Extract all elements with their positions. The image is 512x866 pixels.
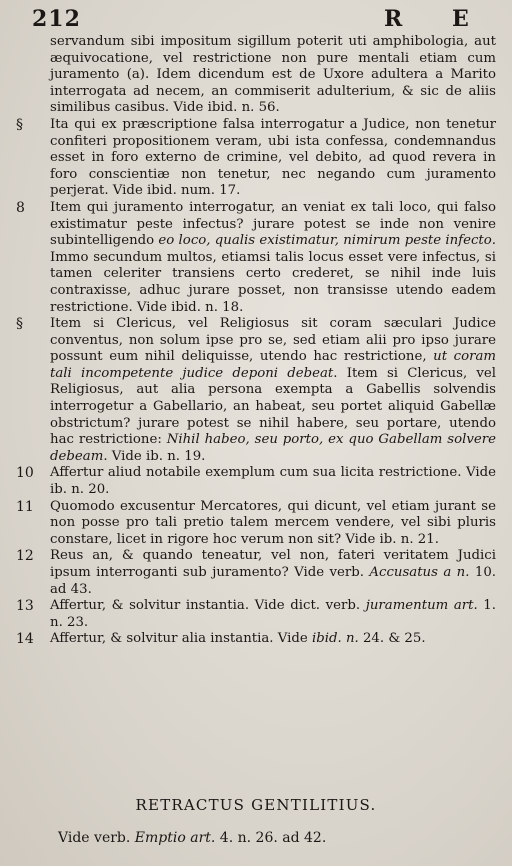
paragraph-text: Ita qui ex præscriptione falsa interrogatur a Judice, non tenetur confiteri propositionem veram, ubi ista confessa, condemnandus esset in foro externo de crimine, vel debito, ad quod revera in foro conscientiæ non tenetur, nec negando cum juramento perjerat. Vide ibid. num. 17.	[50, 116, 496, 199]
paragraph-text: Affertur, & solvitur alia instantia. Vide	[50, 631, 312, 647]
paragraph-text: . Vide ib. n. 19.	[103, 448, 206, 464]
paragraph-text: Item qui juramento interrogatur, an veniat ex tali loco, qui falso existimatur peste infectus? jurare potest se inde non venire subintelligendo	[50, 199, 496, 249]
paragraph-marker: §	[16, 116, 23, 133]
italic-text: juramentum art.	[365, 598, 478, 614]
footer-reference	[58, 830, 326, 846]
section-heading: RETRACTUS GENTILITIUS.	[135, 796, 377, 814]
continuation-paragraph: servandum sibi impositum sigillum poterit uti amphibologia, aut æquivocatione, vel restrictione non pure mentali etiam cum juramento (a). Idem dicendum est de Uxore adultera a Marito interrogata ad necem, an commiserit adulterium, & sic de aliis similibus casibus. Vide ibid. n. 56.	[50, 34, 496, 116]
paragraph-marker: 11	[16, 498, 34, 515]
paragraph-marker: 12	[16, 548, 34, 565]
paragraph-5	[16, 498, 496, 549]
italic-text: ibid. n.	[311, 631, 359, 647]
running-head-right: E	[452, 6, 469, 32]
paragraph-1	[16, 116, 496, 200]
italic-text: Nihil habeo, seu porto, ex quo Gabellam solvere debeam	[50, 432, 496, 464]
italic-text: ut coram tali incompetente judice deponi debeat	[50, 349, 496, 381]
paragraph-marker: §	[16, 316, 23, 333]
footer-italic: Emptio art.	[134, 830, 216, 846]
paragraph-text: Affertur aliud notabile exemplum cum sua licita restrictione. Vide ib. n. 20.	[50, 465, 496, 498]
paragraph-text: 24. & 25.	[358, 631, 426, 647]
paragraph-text: . Immo secundum multos, etiamsi talis locus esset vere infectus, si tamen celeriter transiens certo crederet, se nihil inde luis contraxisse, adhuc jurare posset, non transisse utendo eadem restrictione. Vide ibid. n. 18.	[50, 233, 497, 315]
paragraph-text: . Item si Clericus, vel Religiosus, aut alia persona exempta a Gabellis solvendis interrogetur a Gabellario, an habeat, seu portet aliquid Gabellæ obstrictum? jurare potest se nihil habere, seu portare, utendo hac restrictione:	[50, 365, 496, 448]
paragraph-text: 10. ad 43.	[50, 565, 496, 597]
italic-text: Accusatus a n.	[369, 565, 470, 580]
paragraph-text: 1. n. 23.	[50, 598, 496, 630]
paragraph-7	[16, 598, 496, 631]
paragraph-marker: 13	[16, 598, 34, 615]
paragraph-3	[16, 316, 496, 465]
paragraph-text: Quomodo excusentur Mercatores, qui dicunt, vel etiam jurant se non posse pro tali pretio talem mercem vendere, vel sibi pluris constare, licet in rigore hoc verum non sit? Vide ib. n. 21.	[50, 498, 496, 547]
footer-text: 4. n. 26. ad 42.	[215, 830, 327, 846]
paragraph-2	[16, 199, 497, 316]
paragraph-marker: 14	[16, 631, 34, 648]
running-head-left: R	[384, 6, 403, 32]
paragraph-4	[16, 465, 496, 498]
page-number: 212	[32, 6, 81, 32]
paragraph-8	[16, 631, 496, 648]
footer-text: Vide verb.	[58, 830, 135, 846]
text-body	[16, 34, 496, 648]
paragraph-text: Item si Clericus, vel Religiosus sit coram sæculari Judice conventus, non solum ipse pro se, sed etiam alii pro ipso jurare possunt eum nihil deliquisse, utendo hac restrictione,	[50, 316, 496, 365]
running-header	[0, 4, 512, 34]
paragraph-marker: 10	[16, 465, 34, 482]
paragraph-text: Reus an, & quando teneatur, vel non, fateri veritatem Judici ipsum interroganti sub juramento? Vide verb.	[50, 548, 496, 580]
paragraph-text: Affertur, & solvitur instantia. Vide dict. verb.	[50, 598, 366, 614]
paragraph-6	[16, 548, 496, 598]
paragraph-marker: 8	[16, 199, 25, 216]
italic-text: eo loco, qualis existimatur, nimirum peste infecto	[158, 233, 492, 249]
